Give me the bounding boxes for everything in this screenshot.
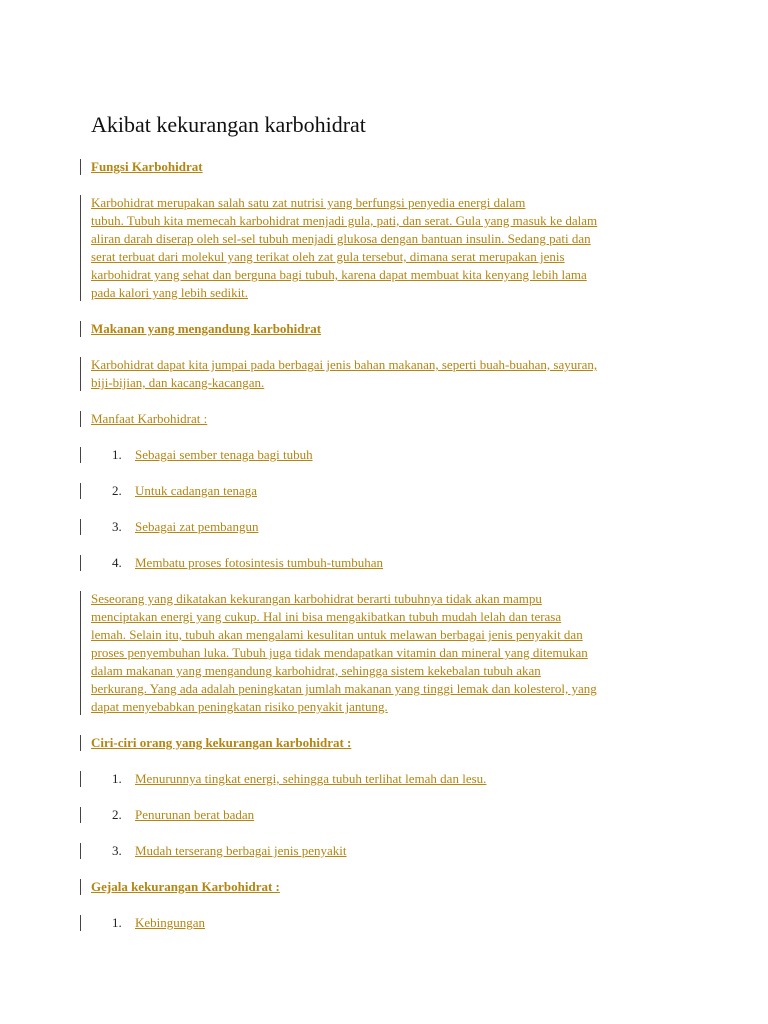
section-heading-fungsi bbox=[91, 158, 681, 176]
section-heading-makanan bbox=[91, 320, 681, 338]
list-link[interactable]: Penurunan berat badan bbox=[135, 807, 255, 822]
link-fungsi-line-1[interactable]: Karbohidrat merupakan salah satu zat nutrisi yang berfungsi penyedia energi dalam bbox=[91, 195, 526, 210]
list-link[interactable]: Sebagai zat pembangun bbox=[135, 519, 259, 534]
section-heading-gejala bbox=[91, 878, 681, 896]
link-manfaat-heading[interactable]: Manfaat Karbohidrat : bbox=[91, 411, 208, 426]
list-number: 2. bbox=[112, 483, 122, 498]
link-gejala-heading[interactable]: Gejala kekurangan Karbohidrat : bbox=[91, 879, 280, 894]
link-fungsi-heading[interactable]: Fungsi Karbohidrat bbox=[91, 159, 203, 174]
link-fungsi-line-2[interactable]: tubuh. Tubuh kita memecah karbohidrat menjadi gula, pati, dan serat. Gula yang masuk ke dalam bbox=[91, 213, 598, 228]
list-link[interactable]: Menurunnya tingkat energi, sehingga tubuh terlihat lemah dan lesu. bbox=[135, 771, 487, 786]
document-page bbox=[91, 110, 681, 932]
link-makanan-line-1[interactable]: Karbohidrat dapat kita jumpai pada berbagai jenis bahan makanan, seperti buah-buahan, sayuran, bbox=[91, 357, 598, 372]
list-number: 4. bbox=[112, 555, 122, 570]
link-kekurangan-line-3[interactable]: lemah. Selain itu, tubuh akan mengalami kesulitan untuk melawan berbagai jenis penyakit dan bbox=[91, 627, 583, 642]
link-kekurangan-line-5[interactable]: dalam makanan yang mengandung karbohidrat, sehingga sistem kekebalan tubuh akan bbox=[91, 663, 541, 678]
page-title: Akibat kekurangan karbohidrat bbox=[91, 112, 366, 137]
list-number: 1. bbox=[112, 771, 122, 786]
link-ciri-heading[interactable]: Ciri-ciri orang yang kekurangan karbohidrat : bbox=[91, 735, 352, 750]
list-item bbox=[91, 770, 681, 788]
list-item bbox=[91, 842, 681, 860]
section-heading-ciri bbox=[91, 734, 681, 752]
list-number: 3. bbox=[112, 519, 122, 534]
link-fungsi-line-4[interactable]: serat terbuat dari molekul yang terikat oleh zat gula tersebut, dimana serat merupakan jenis bbox=[91, 249, 565, 264]
link-kekurangan-line-1[interactable]: Seseorang yang dikatakan kekurangan karbohidrat berarti tubuhnya tidak akan mampu bbox=[91, 591, 542, 606]
list-link[interactable]: Mudah terserang berbagai jenis penyakit bbox=[135, 843, 347, 858]
link-kekurangan-line-4[interactable]: proses penyembuhan luka. Tubuh juga tidak mendapatkan vitamin dan mineral yang ditemukan bbox=[91, 645, 588, 660]
list-link[interactable]: Sebagai sember tenaga bagi tubuh bbox=[135, 447, 313, 462]
list-link[interactable]: Kebingungan bbox=[135, 915, 206, 930]
list-link[interactable]: Untuk cadangan tenaga bbox=[135, 483, 258, 498]
list-number: 2. bbox=[112, 807, 122, 822]
link-fungsi-line-3[interactable]: aliran darah diserap oleh sel-sel tubuh menjadi glukosa dengan bantuan insulin. Sedang pati dan bbox=[91, 231, 591, 246]
link-fungsi-line-5[interactable]: karbohidrat yang sehat dan berguna bagi tubuh, karena dapat membuat kita kenyang lebih lama bbox=[91, 267, 587, 282]
list-item bbox=[91, 554, 681, 572]
list-link[interactable]: Membatu proses fotosintesis tumbuh-tumbuhan bbox=[135, 555, 384, 570]
link-kekurangan-line-7[interactable]: dapat menyebabkan peningkatan risiko penyakit jantung. bbox=[91, 699, 388, 714]
list-item bbox=[91, 446, 681, 464]
list-item bbox=[91, 914, 681, 932]
paragraph-makanan bbox=[91, 356, 681, 392]
list-number: 1. bbox=[112, 915, 122, 930]
link-kekurangan-line-2[interactable]: menciptakan energi yang cukup. Hal ini bisa mengakibatkan tubuh mudah lelah dan terasa bbox=[91, 609, 562, 624]
list-number: 1. bbox=[112, 447, 122, 462]
link-makanan-line-2[interactable]: biji-bijian, dan kacang-kacangan. bbox=[91, 375, 265, 390]
paragraph-kekurangan bbox=[91, 590, 681, 716]
paragraph-fungsi bbox=[91, 194, 681, 302]
list-item bbox=[91, 518, 681, 536]
link-makanan-heading[interactable]: Makanan yang mengandung karbohidrat bbox=[91, 321, 322, 336]
list-item bbox=[91, 806, 681, 824]
list-number: 3. bbox=[112, 843, 122, 858]
link-kekurangan-line-6[interactable]: berkurang. Yang ada adalah peningkatan jumlah makanan yang tinggi lemak dan kolesterol, yang bbox=[91, 681, 597, 696]
section-heading-manfaat bbox=[91, 410, 681, 428]
link-fungsi-line-6[interactable]: pada kalori yang lebih sedikit. bbox=[91, 285, 249, 300]
list-item bbox=[91, 482, 681, 500]
